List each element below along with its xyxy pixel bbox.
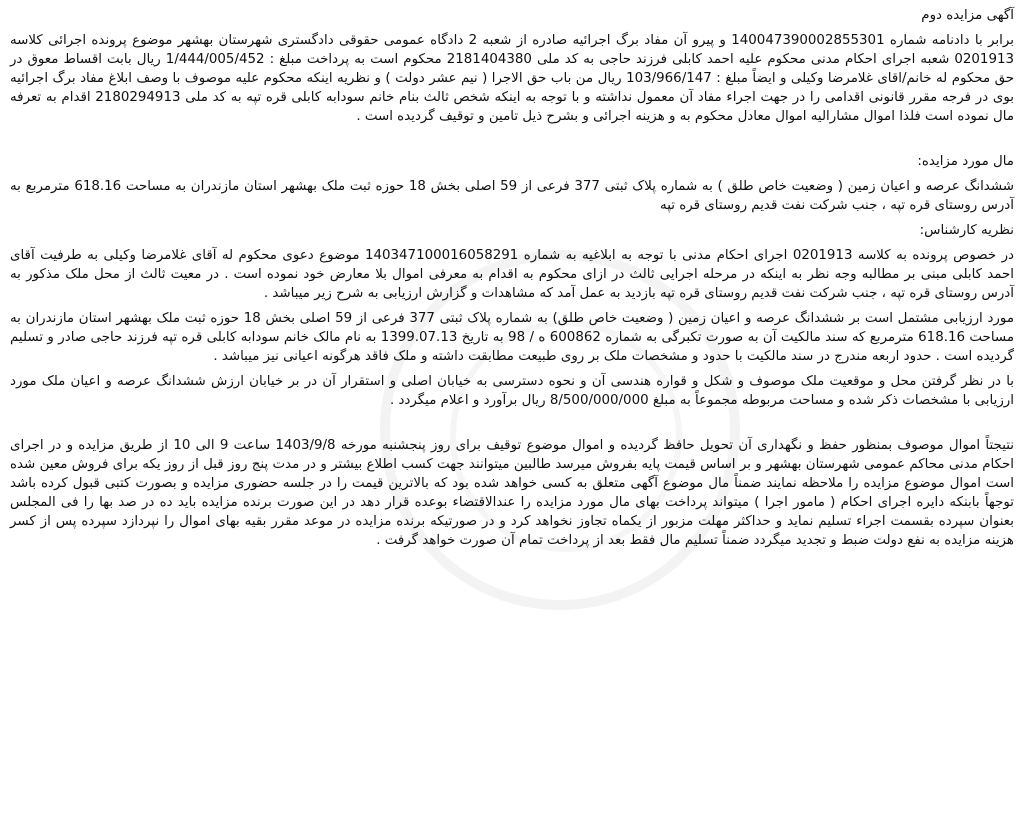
expert-paragraph-3: با در نظر گرفتن محل و موقعیت ملک موصوف و شکل و قواره هندسی آن و نحوه دسترسی به خیابان اصلی و استقرار آن در بر خیابان ارزش ششدانگ عرصه و اعیان ملک مورد ارزیابی با مشخصات ذکر شده و مساحت مربوطه مجموعاً به مبلغ 8/500/000/000 ریال برآورد و اعلام میگردد . [10, 374, 1014, 408]
expert-paragraph-1: در خصوص پرونده به کلاسه 0201913 اجرای احکام مدنی با توجه به ابلاغیه به شماره 140347100016058291 موضوع دعوی محکوم له آقای غلامرضا وکیلی به طرفیت آقای احمد کابلی مبنی بر مطالبه وجه نظر به اینکه در مرحله اجرایی ثالث در ازای محکوم به اقدام به معرفی اموال بلا معارض خود نموده است . در معیت ثالث از محل ملک مذکور به آدرس روستای قره تپه ، جنب شرکت نفت قدیم روستای قره تپه بازدید به عمل آمد که مشاهدات و گزارش ارزیابی به شرح زیر میباشد . [10, 248, 1014, 301]
property-heading: مال مورد مزایده: [917, 154, 1014, 169]
expert-heading: نظریه کارشناس: [919, 223, 1014, 238]
intro-paragraph: برابر با دادنامه شماره 140047390002855301 و پیرو آن مفاد برگ اجرائیه صادره از شعبه 2 دادگاه عمومی حقوقی دادگستری شهرستان بهشهر موضوع پرونده اجرائی کلاسه 0201913 شعبه اجرای احکام مدنی محکوم علیه احمد کابلی فرزند حاجی به کد ملی 2181404380 محکوم است به پرداخت مبلغ : 1/444/005/452 ریال بابت اقساط معوق در حق محکوم له خانم/اقای غلامرضا وکیلی و ایضاً مبلغ : 103/966/147 ریال من باب حق الاجرا ( نیم عشر دولت ) و نظریه اینکه محکوم علیه موصوف با وصف ابلاغ مفاد برگ اجرائیه بوی در فرجه مقرر قانونی اقدامی را در جهت اجراء مفاد آن معمول نداشته و با توجه به اینکه شخص ثالث بنام خانم سودابه کابلی قره تپه به کد ملی 2180294913 اقدام به تعرفه مال نموده است فلذا اموال مشارالیه اموال معادل محکوم به و هزینه اجرائی و بشرح ذیل تامین و توقیف گردیده است . [10, 33, 1015, 124]
property-paragraph: ششدانگ عرصه و اعیان زمین ( وضعیت خاص طلق ) به شماره پلاک ثبتی 377 فرعی از 59 اصلی بخش 18 حوزه ثبت ملک بهشهر استان مازندران به مساحت 618.16 مترمربع به آدرس روستای قره تپه ، جنب شرکت نفت قدیم روستای قره تپه [10, 179, 1014, 213]
notice-title: آگهی مزایده دوم [921, 8, 1014, 23]
conclusion-paragraph: نتیجتاً اموال موصوف بمنظور حفظ و نگهداری آن تحویل حافظ گردیده و اموال موضوع توقیف برای روز پنجشنبه مورخه 1403/9/8 ساعت 9 الی 10 از طریق مزایده و در اجرای احکام مدنی محاکم عمومی شهرستان بهشهر و بر اساس قیمت پایه بفروش میرسد طالبین میتوانند جهت کسب اطلاع بیشتر و در مدت پنج روز قبل از روز یکه برای فروش معین شده است اموال موضوع مزایده را ملاحظه نمایند ضمناً مال موضوع آگهی متعلق به کسی خواهد شده بود که بالاترین قیمت را در جلسه حضوری مزایده و بصورت کتبی قبول کرده باشد توجهاً بابنکه دایره اجرای احکام ( مامور اجرا ) میتواند پرداخت بهای مال مورد مزایده را عندالاقتضاء بوعده قرار دهد در این صورت برنده مزایده باید ده در صد بها را فی المجلس بعنوان سپرده بقسمت اجراء تسلیم نماید و حداکثر مهلت مزبور از یکماه تجاوز نخواهد کرد و در صورتیکه برنده مزایده در موعد مقرر بقیه بهای اموال را نپردازد سپرده پس از کسر هزینه مزایده به نفع دولت ضبط و تجدید میگردد ضمناً تسلیم مال فقط بعد از پرداخت تمام آن صورت خواهد گرفت . [10, 438, 1015, 548]
expert-paragraph-2: مورد ارزیابی مشتمل است بر ششدانگ عرصه و اعیان زمین ( وضعیت خاص طلق) به شماره پلاک ثبتی 377 فرعی از 59 اصلی بخش 18 حوزه ثبت ملک بهشهر استان مازندران به مساحت 618.16 مترمربع که سند مالکیت آن به صورت تکبرگی به شماره 600862 ه / 98 به تاریخ 1399.07.13 به نام مالک خانم سودابه کابلی قره تپه فرزند حاجی صادر و تسلیم گردیده است . حدود اربعه مندرج در سند مالکیت با حدود و مشخصات ملک بر روی طبیعت مطابقت داشته و ملک فاقد هرگونه اعیانی نیز میباشد . [10, 311, 1015, 364]
auction-notice [10, 6, 1014, 550]
